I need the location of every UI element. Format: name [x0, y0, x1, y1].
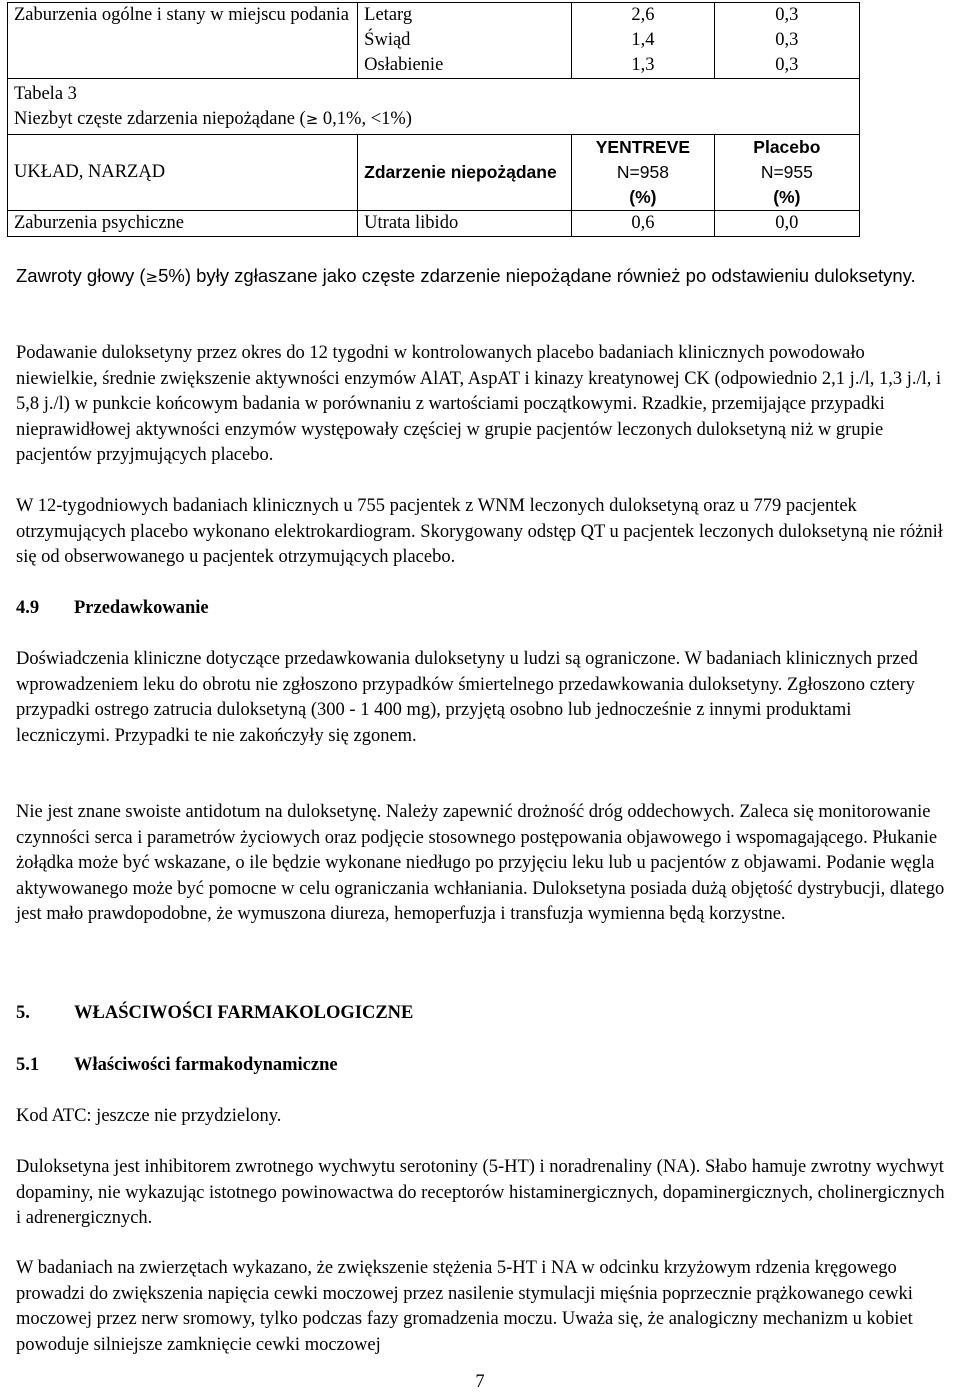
header-yentreve	[572, 135, 715, 211]
table-header-row	[8, 135, 860, 211]
paragraph-enzymes: Podawanie duloksetyny przez okres do 12 tygodni w kontrolowanych placebo badaniach klinicznych powodowało niewielkie, średnie zwiększenie aktywności enzymów AlAT, AspAT i kinazy kreatynowej CK (odpowiednio 2,1 j./l, 1,3 j./l, i 5,8 j./l) w punkcie końcowym badania w porównaniu z wartościami początkowymi. Rzadkie, przemijające przypadki nieprawidłowej aktywności enzymów występowały częściej w grupie pacjentów leczonych duloksetyną niż w grupie pacjentów przyjmujących placebo.	[16, 343, 942, 465]
table-caption-subtitle: Niezbyt częste zdarzenia niepożądane (≥ 0,1%, <1%)	[14, 109, 412, 129]
system-cell: Zaburzenia ogólne i stany w miejscu podania	[8, 3, 358, 79]
yentreve-cell: 0,6	[572, 211, 715, 237]
table-caption-title: Tabela 3	[14, 84, 77, 104]
value: 0,3	[775, 55, 799, 75]
paragraph-atc: Kod ATC: jeszcze nie przydzielony.	[16, 1106, 282, 1126]
header-event: Zdarzenie niepożądane	[358, 135, 572, 211]
heading-pharmacodynamic: 5.1 Właściwości farmakodynamiczne	[16, 1055, 338, 1075]
table-row	[8, 3, 860, 79]
table-caption-row	[8, 79, 860, 135]
paragraph-mechanism: Duloksetyna jest inhibitorem zwrotnego wychwytu serotoniny (5-HT) i noradrenaliny (NA). Słabo hamuje zwrotny wychwyt dopaminy, nie wykazując istotnego powinowactwa do receptorów histaminergicznych, dopaminergicznych, cholinergicznych i adrenergicznych.	[16, 1157, 945, 1228]
event-cell	[358, 3, 572, 79]
system-cell: Zaburzenia psychiczne	[8, 211, 358, 237]
placebo-cell: 0,0	[714, 211, 859, 237]
yentreve-cell	[572, 3, 715, 79]
header-line: (%)	[773, 187, 801, 207]
header-placebo	[714, 135, 859, 211]
value: 2,6	[631, 5, 655, 25]
value: 0,3	[775, 30, 799, 50]
paragraph-dizziness: Zawroty głowy (≥5%) były zgłaszane jako częste zdarzenie niepożądane również po odstawieniu duloksetyny.	[16, 265, 916, 286]
placebo-cell	[714, 3, 859, 79]
heading-overdose: 4.9 Przedawkowanie	[16, 598, 209, 618]
event-name: Świąd	[364, 30, 411, 50]
header-system: UKŁAD, NARZĄD	[8, 135, 358, 211]
adverse-events-table	[7, 2, 860, 237]
value: 1,3	[631, 55, 655, 75]
value: 0,3	[775, 5, 799, 25]
paragraph-animal-studies: W badaniach na zwierzętach wykazano, że zwiększenie stężenia 5-HT i NA w odcinku krzyżowym rdzenia kręgowego prowadzi do zwiększenia napięcia cewki moczowej przez nasilenie stymulacji mięśnia poprzecznie prążkowanego cewki moczowej przez nerw sromowy, tylko podczas fazy gromadzenia moczu. Uważa się, że analogiczny mechanizm u kobiet powoduje silniejsze zamknięcie cewki moczowej	[16, 1258, 913, 1355]
header-line: Placebo	[753, 137, 821, 157]
header-line: YENTREVE	[595, 137, 691, 157]
event-name: Letarg	[364, 5, 413, 25]
header-line: N=955	[760, 162, 813, 182]
value: 1,4	[631, 30, 655, 50]
header-line: (%)	[629, 187, 657, 207]
header-line: N=958	[616, 162, 669, 182]
paragraph-overdose-2: Nie jest znane swoiste antidotum na duloksetynę. Należy zapewnić drożność dróg oddechowych. Zaleca się monitorowanie czynności serca i parametrów życiowych oraz podjęcie stosownego postępowania objawowego i wspomagającego. Płukanie żołądka może być wskazane, o ile będzie wykonane niedługo po przyjęciu leku lub u pacjentów z objawami. Podanie węgla aktywowanego może być pomocne w celu ograniczania wchłaniania. Duloksetyna posiada dużą objętość dystrybucji, dlatego jest mało prawdopodobne, że wymuszona diureza, hemoperfuzja i transfuzja wymienna będą korzystne.	[16, 802, 945, 924]
table-caption	[8, 79, 860, 135]
paragraph-ecg: W 12-tygodniowych badaniach klinicznych u 755 pacjentek z WNM leczonych duloksetyną oraz u 779 pacjentek otrzymujących placebo wykonano elektrokardiogram. Skorygowany odstęp QT u pacjentek leczonych duloksetyną nie różnił się od obserwowanego u pacjentek otrzymujących placebo.	[16, 496, 943, 567]
event-cell: Utrata libido	[358, 211, 572, 237]
event-name: Osłabienie	[364, 55, 444, 75]
table-row	[8, 211, 860, 237]
page-number: 7	[475, 1372, 485, 1392]
paragraph-overdose-1: Doświadczenia kliniczne dotyczące przedawkowania duloksetyny u ludzi są ograniczone. W badaniach klinicznych przed wprowadzeniem leku do obrotu nie zgłoszono przypadków śmiertelnego przedawkowania duloksetyny. Zgłoszono cztery przypadki ostrego zatrucia duloksetyną (300 - 1 400 mg), przyjętą osobno lub jednocześnie z innymi produktami leczniczymi. Przypadki te nie zakończyły się zgonem.	[16, 649, 918, 746]
heading-pharmacological: 5. WŁAŚCIWOŚCI FARMAKOLOGICZNE	[16, 1003, 414, 1023]
